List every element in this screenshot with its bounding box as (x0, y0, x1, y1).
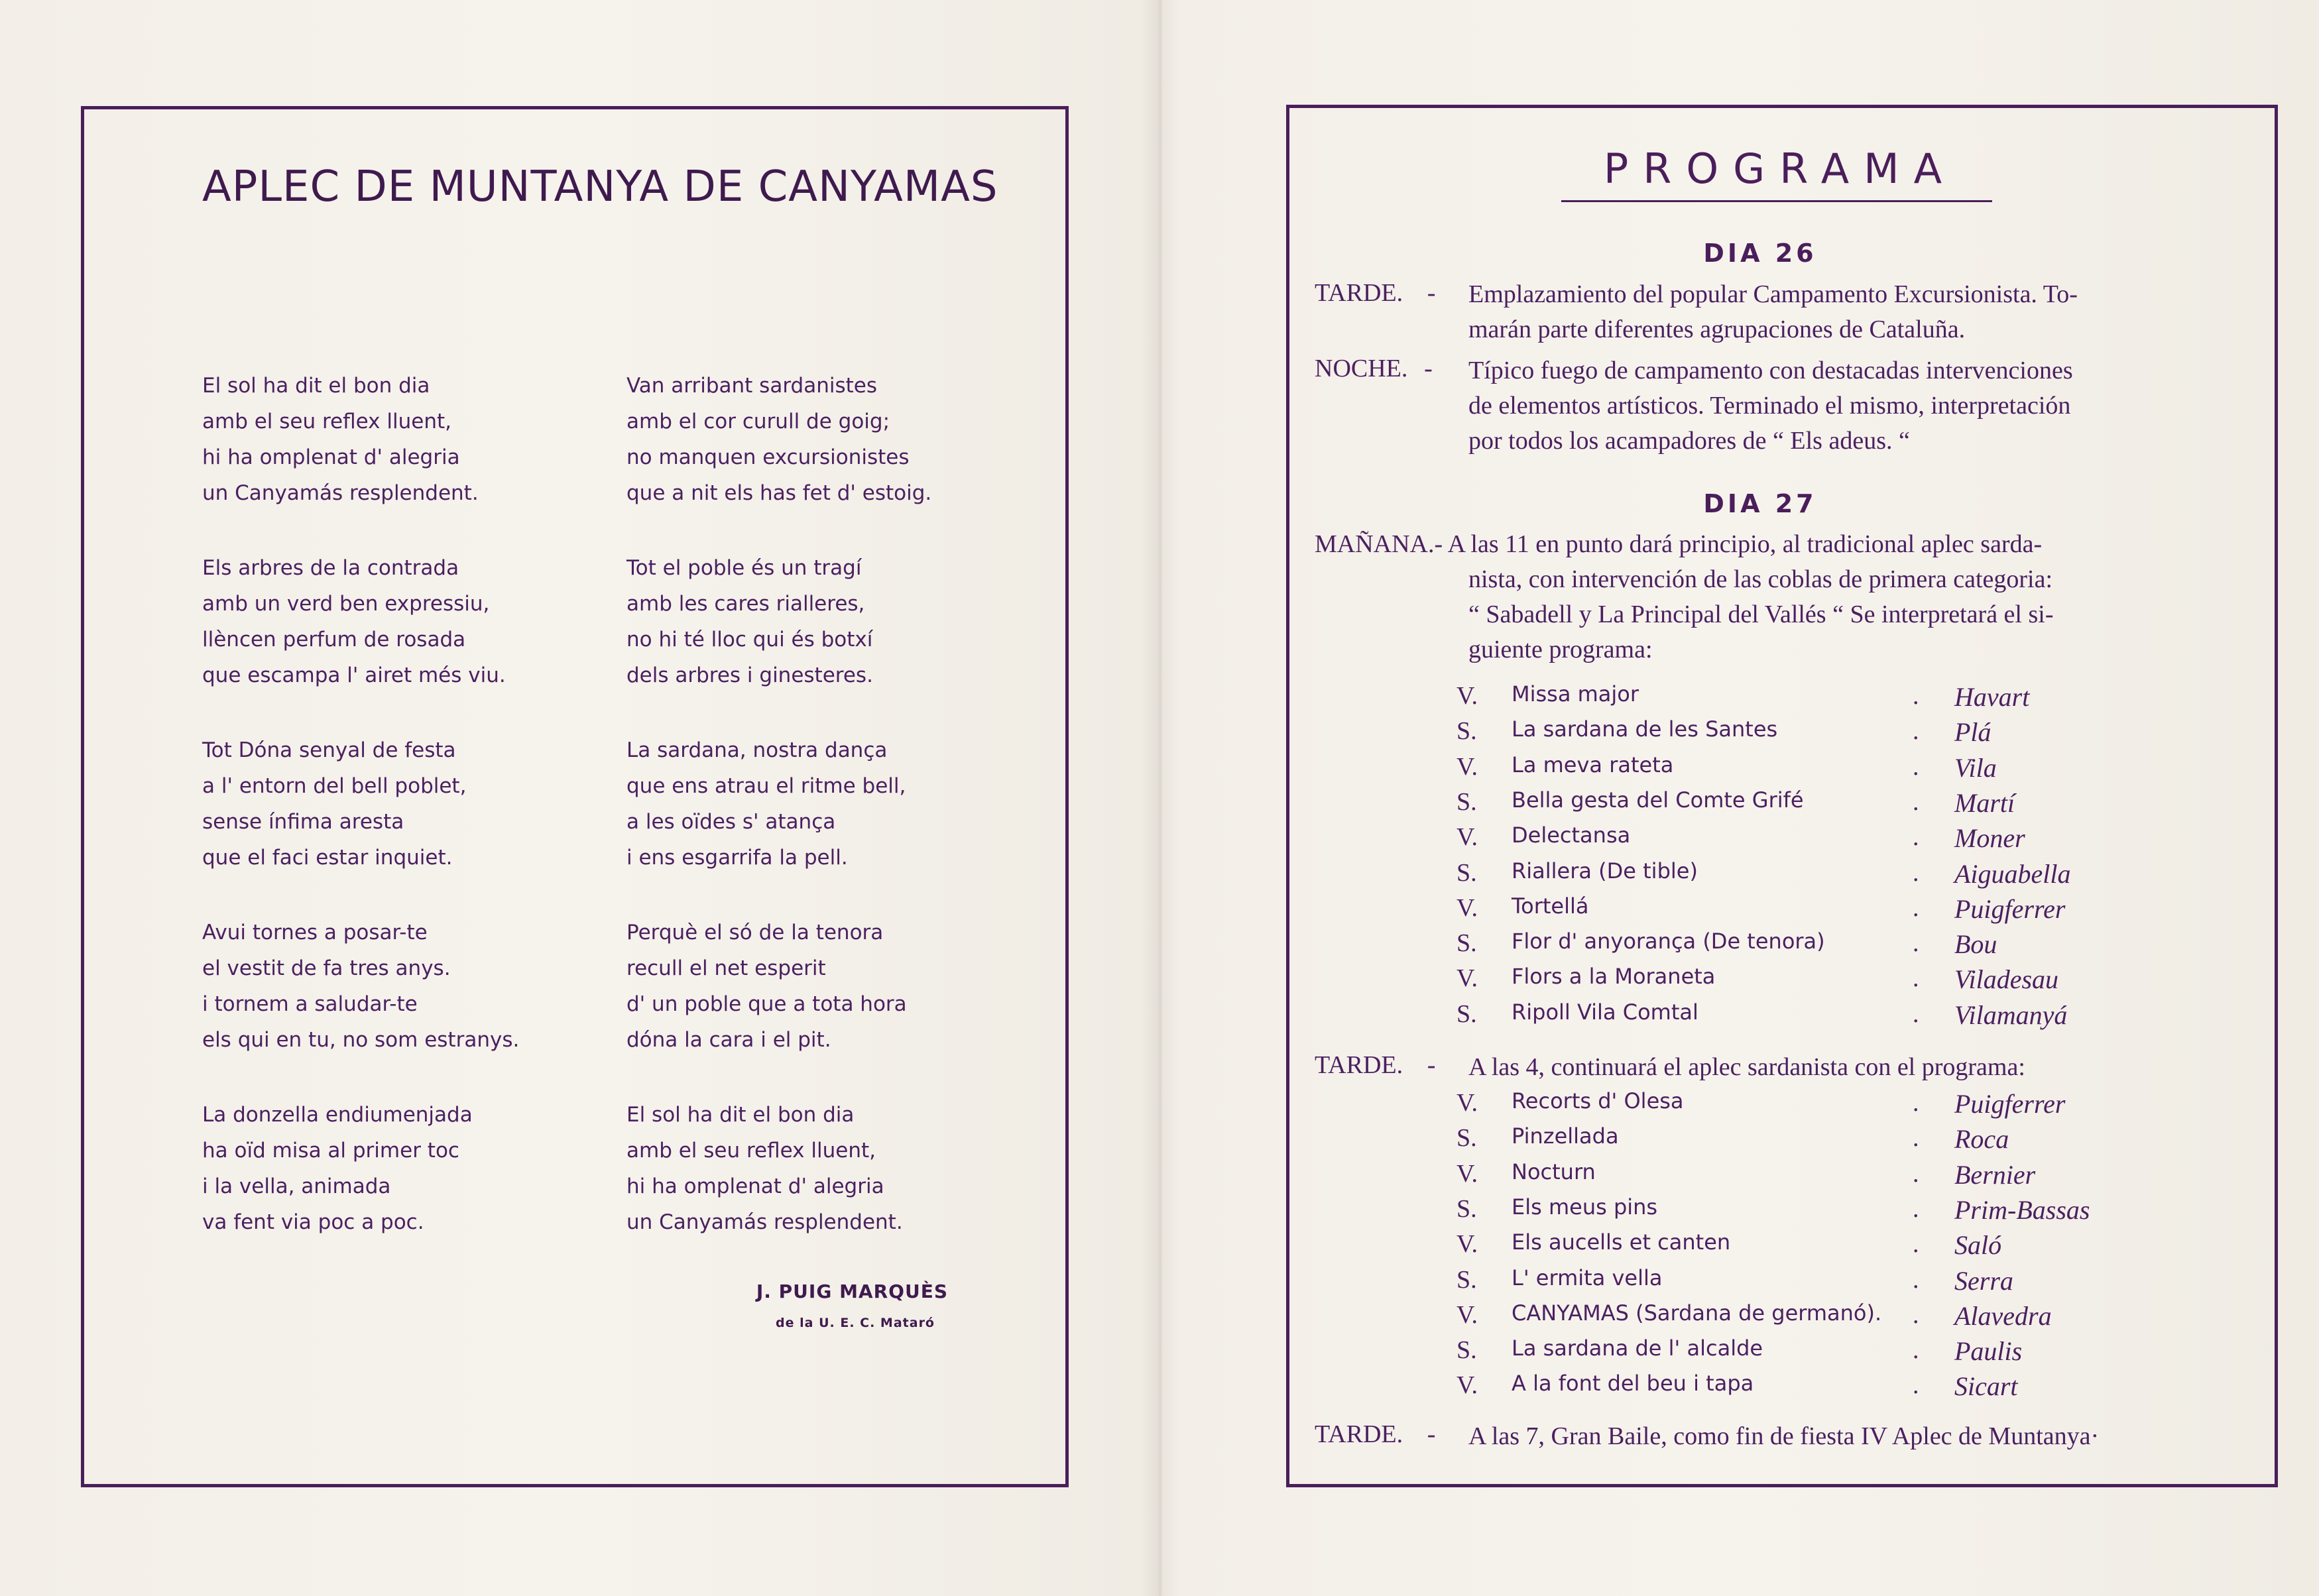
voice-marker: S. (1457, 999, 1477, 1028)
program-row (0, 893, 2319, 929)
sardana-title: Bella gesta del Comte Grifé (1512, 787, 1804, 813)
poem-line: Tot el poble és un tragí (626, 556, 862, 580)
leader-dot: . (1913, 682, 1919, 710)
day-26-noche-label: NOCHE. - (1315, 355, 1433, 382)
program-row (0, 1300, 2319, 1336)
poem-line: amb el seu reflex lluent, (626, 1139, 876, 1163)
leader-dot: . (1913, 964, 1919, 993)
sardana-title: Ripoll Vila Comtal (1512, 999, 1698, 1025)
composer-name: Roca (1954, 1124, 2009, 1155)
poem-line: a l' entorn del bell poblet, (202, 774, 467, 798)
poem-line: que escampa l' airet més viu. (202, 663, 506, 687)
composer-name: Bernier (1954, 1159, 2036, 1190)
sardana-title: Pinzellada (1512, 1123, 1619, 1149)
composer-name: Plá (1954, 717, 1992, 748)
poem-line: llèncen perfum de rosada (202, 628, 466, 652)
sardana-title: Recorts d' Olesa (1512, 1088, 1684, 1113)
poem-stanza (202, 550, 506, 693)
program-row (0, 1371, 2319, 1406)
leader-dot: . (1913, 929, 1919, 958)
day-27-final-label: TARDE. - (1315, 1420, 1436, 1448)
sardana-title: Missa major (1512, 681, 1639, 707)
poem-line: recull el net esperit (626, 956, 826, 980)
voice-marker: V. (1457, 1089, 1478, 1117)
program-row (0, 1229, 2319, 1265)
poem-line: amb el cor curull de goig; (626, 410, 890, 433)
day-27-final-text: A las 7, Gran Baile, como fin de fiesta IV Aplec de Muntanya· (1468, 1422, 2100, 1450)
poem-stanza (626, 368, 931, 511)
poem-line: Avui tornes a posar-te (202, 921, 428, 944)
leader-dot: . (1913, 823, 1919, 852)
leader-dot: . (1913, 752, 1919, 781)
leader-dot: . (1913, 999, 1919, 1028)
composer-name: Moner (1954, 823, 2025, 854)
poem-stanza (202, 368, 479, 511)
poem-line: amb un verd ben expressiu, (202, 592, 490, 616)
voice-marker: S. (1457, 1124, 1477, 1153)
poem-line: i ens esgarrifa la pell. (626, 846, 848, 870)
day-26-heading: DIA 26 (1703, 239, 1817, 268)
composer-name: Puigferrer (1954, 1089, 2066, 1119)
leader-dot: . (1913, 1371, 1919, 1400)
poem-line: que el faci estar inquiet. (202, 846, 453, 870)
poem-line: La donzella endiumenjada (202, 1103, 473, 1127)
poem-line: Van arribant sardanistes (626, 374, 877, 398)
leader-dot: . (1913, 717, 1919, 746)
composer-name: Aiguabella (1954, 858, 2071, 889)
leader-dot: . (1913, 787, 1919, 816)
voice-marker: S. (1457, 1194, 1477, 1223)
composer-name: Saló (1954, 1230, 2002, 1261)
day-27-manana-first-line: MAÑANA.- A las 11 en punto dará principio, al tradicional aplec sarda- (1315, 530, 2043, 558)
poem-line: Els arbres de la contrada (202, 556, 459, 580)
day-26-tarde-label: TARDE. - (1315, 279, 1436, 307)
poem-line: hi ha omplenat d' alegria (202, 445, 460, 469)
voice-marker: V. (1457, 1159, 1478, 1188)
poem-stanza (626, 550, 873, 693)
poem-line: amb el seu reflex lluent, (202, 410, 451, 433)
composer-name: Puigferrer (1954, 893, 2066, 924)
poem-line: un Canyamás resplendent. (202, 481, 479, 505)
sardana-title: La sardana de l' alcalde (1512, 1336, 1763, 1361)
voice-marker: S. (1457, 858, 1477, 887)
poem-line: El sol ha dit el bon dia (202, 374, 430, 398)
program-row (0, 964, 2319, 999)
poem-line: i la vella, animada (202, 1174, 391, 1198)
poem-author-affiliation: de la U. E. C. Mataró (776, 1316, 935, 1330)
poem-line: Perquè el só de la tenora (626, 921, 884, 944)
leader-dot: . (1913, 1300, 1919, 1329)
leader-dot: . (1913, 1194, 1919, 1223)
day-27-manana-text: nista, con intervención de las coblas de primera categoria: “ Sabadell y La Principal del Vallés “ Se interpretará el si- guiente programa: (1468, 565, 2054, 663)
program-row (0, 1088, 2319, 1123)
poem-line: a les oïdes s' atança (626, 810, 836, 834)
day-27-tarde-label: TARDE. - (1315, 1051, 1436, 1079)
poem-line: Tot Dóna senyal de festa (202, 738, 456, 762)
composer-name: Havart (1954, 682, 2030, 712)
sardana-title: La meva rateta (1512, 752, 1674, 777)
program-row (0, 1336, 2319, 1371)
poem-line: i tornem a saludar-te (202, 992, 418, 1016)
voice-marker: V. (1457, 682, 1478, 710)
poem-line: que a nit els has fet d' estoig. (626, 481, 932, 505)
voice-marker: S. (1457, 1265, 1477, 1294)
voice-marker: V. (1457, 1230, 1478, 1259)
leader-dot: . (1913, 1265, 1919, 1294)
program-row (0, 787, 2319, 823)
sardana-title: A la font del beu i tapa (1512, 1371, 1754, 1396)
sardana-title: Riallera (De tible) (1512, 858, 1698, 883)
poem-author: J. PUIG MARQUÈS (756, 1281, 948, 1302)
sardana-title: Delectansa (1512, 823, 1631, 848)
sardana-title: Flors a la Moraneta (1512, 964, 1716, 990)
poem-line: un Canyamás resplendent. (626, 1210, 903, 1234)
composer-name: Serra (1954, 1265, 2013, 1296)
day-27-heading: DIA 27 (1703, 489, 1817, 518)
voice-marker: V. (1457, 1300, 1478, 1329)
poem-line: amb les cares rialleres, (626, 592, 865, 616)
poem-line: que ens atrau el ritme bell, (626, 774, 906, 798)
voice-marker: V. (1457, 964, 1478, 993)
voice-marker: V. (1457, 1371, 1478, 1400)
program-title-underline (1561, 200, 1992, 202)
sardana-title: Flor d' anyorança (De tenora) (1512, 929, 1825, 954)
day-27-tarde-text: A las 4, continuará el aplec sardanista con el programa: (1468, 1053, 2025, 1081)
program-row (0, 858, 2319, 893)
program-row (0, 752, 2319, 787)
leader-dot: . (1913, 893, 1919, 922)
leader-dot: . (1913, 1336, 1919, 1365)
sardana-title: Tortellá (1512, 893, 1589, 919)
day-26-tarde-text: Emplazamiento del popular Campamento Excursionista. To- marán parte diferentes agrupaciones de Cataluña. (1468, 280, 2078, 343)
sardana-title: Els aucells et canten (1512, 1229, 1731, 1255)
poem-line: el vestit de fa tres anys. (202, 956, 451, 980)
composer-name: Sicart (1954, 1371, 2018, 1402)
voice-marker: V. (1457, 823, 1478, 852)
poem-line: va fent via poc a poc. (202, 1210, 424, 1234)
poem-line: no hi té lloc qui és botxí (626, 628, 873, 652)
poem-line: d' un poble que a tota hora (626, 992, 907, 1016)
poem-title: APLEC DE MUNTANYA DE CANYAMAS (202, 162, 998, 211)
program-row (0, 1194, 2319, 1229)
poem-line: sense ínfima aresta (202, 810, 404, 834)
program-row (0, 716, 2319, 752)
voice-marker: V. (1457, 752, 1478, 781)
poem-line: ha oïd misa al primer toc (202, 1139, 459, 1163)
composer-name: Martí (1954, 787, 2015, 818)
program-row (0, 1123, 2319, 1159)
poem-line: dels arbres i ginesteres. (626, 663, 873, 687)
voice-marker: V. (1457, 893, 1478, 922)
program-title: PROGRAMA (1603, 144, 1957, 193)
leader-dot: . (1913, 1089, 1919, 1117)
voice-marker: S. (1457, 1336, 1477, 1365)
poem-line: hi ha omplenat d' alegria (626, 1174, 884, 1198)
voice-marker: S. (1457, 717, 1477, 746)
sardana-title: La sardana de les Santes (1512, 716, 1778, 742)
composer-name: Viladesau (1954, 964, 2059, 995)
composer-name: Paulis (1954, 1336, 2023, 1367)
day-26-noche-text: Típico fuego de campamento con destacadas intervenciones de elementos artísticos. Terminado el mismo, interpretación por todos los acampadores de “ Els adeus. “ (1468, 357, 2073, 455)
sardana-title: Els meus pins (1512, 1194, 1658, 1220)
composer-name: Prim-Bassas (1954, 1194, 2090, 1225)
composer-name: Vilamanyá (1954, 999, 2068, 1030)
sardana-title: Nocturn (1512, 1159, 1596, 1184)
poem-line: dóna la cara i el pit. (626, 1028, 831, 1052)
composer-name: Vila (1954, 752, 1997, 783)
poem-line: no manquen excursionistes (626, 445, 910, 469)
poem-line: els qui en tu, no som estranys. (202, 1028, 520, 1052)
sardana-title: L' ermita vella (1512, 1265, 1663, 1290)
composer-name: Alavedra (1954, 1300, 2052, 1331)
program-row (0, 999, 2319, 1035)
leader-dot: . (1913, 1159, 1919, 1188)
leader-dot: . (1913, 1230, 1919, 1259)
voice-marker: S. (1457, 787, 1477, 816)
program-row (0, 1265, 2319, 1300)
voice-marker: S. (1457, 929, 1477, 958)
composer-name: Bou (1954, 929, 1997, 960)
leader-dot: . (1913, 858, 1919, 887)
poem-line: La sardana, nostra dança (626, 738, 888, 762)
sardana-title: CANYAMAS (Sardana de germanó). (1512, 1300, 1882, 1326)
poem-line: El sol ha dit el bon dia (626, 1103, 855, 1127)
program-row (0, 1159, 2319, 1194)
program-row (0, 681, 2319, 716)
leader-dot: . (1913, 1124, 1919, 1153)
program-row (0, 823, 2319, 858)
program-row (0, 929, 2319, 964)
